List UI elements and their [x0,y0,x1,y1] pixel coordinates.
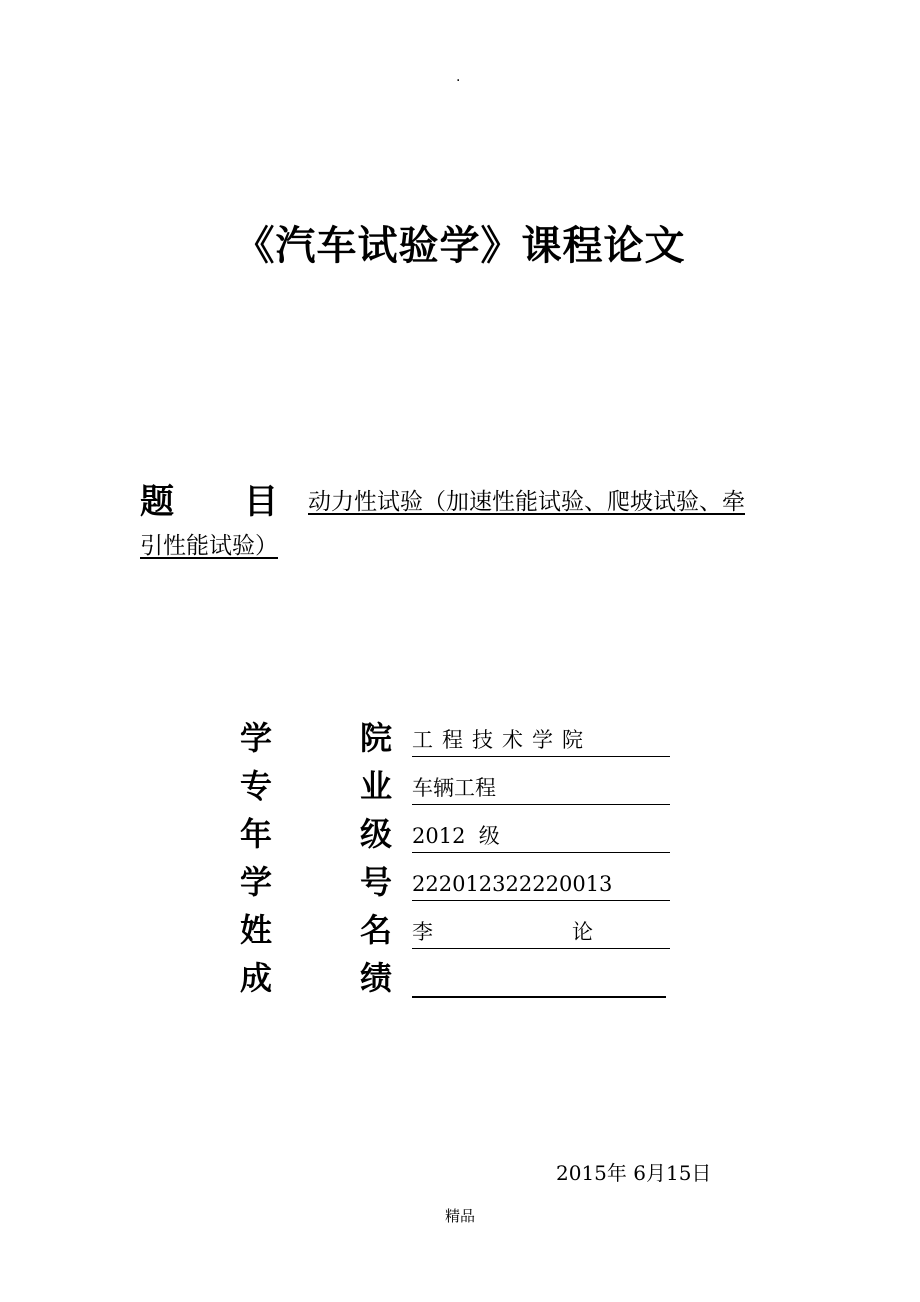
score-value-blank [412,964,666,998]
college-value: 工程技术学院 [412,724,670,757]
major-label-char-1: 专 [240,767,273,805]
student-id-value: 222012322220013 [412,868,670,901]
document-title: 《汽车试验学》课程论文 [234,223,686,269]
name-label-char-1: 姓 [240,911,273,949]
topic-text-line-1: 动力性试验（加速性能试验、爬坡试验、牵 [308,489,745,515]
college-label-char-2: 院 [360,719,393,757]
grade-label-char-2: 级 [360,815,393,853]
student-info-form [240,716,680,1004]
score-label-char-1: 成 [240,959,273,997]
major-value: 车辆工程 [412,772,670,805]
header-mark: . [456,69,461,85]
page-footer: 精品 [444,1207,475,1225]
grade-value: 2012 级 [412,820,670,853]
info-row-name [240,908,680,956]
college-label-char-1: 学 [240,719,273,757]
student-id-label-char-2: 号 [360,863,393,901]
topic-text-line-2: 引性能试验） [140,533,278,559]
student-id-label-char-1: 学 [240,863,273,901]
grade-label-char-1: 年 [240,815,273,853]
name-value [412,916,670,949]
info-row-student-id [240,860,680,908]
topic-label-char-1: 题 [140,482,174,522]
info-row-major [240,764,680,812]
score-label-char-2: 绩 [360,959,393,997]
name-value-part-1: 李 [412,920,433,944]
info-row-grade [240,812,680,860]
name-label-char-2: 名 [360,911,393,949]
document-date: 2015年 6月15日 [556,1161,712,1185]
topic-label-char-2: 目 [244,482,278,522]
name-value-part-2: 论 [572,920,593,944]
info-row-score [240,956,680,1004]
major-label-char-2: 业 [360,767,393,805]
info-row-college [240,716,680,764]
